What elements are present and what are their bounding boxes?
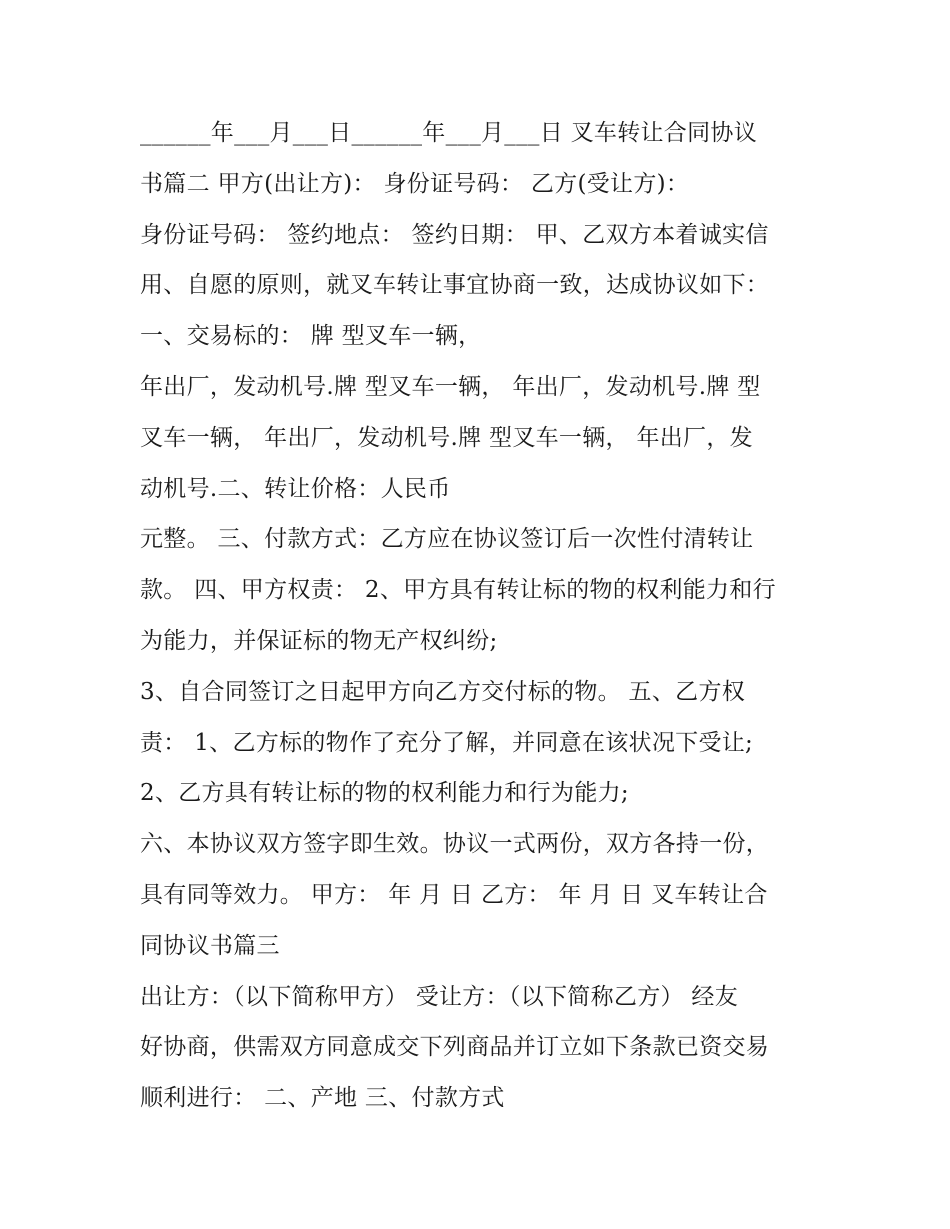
text-line: 动机号.二、转让价格：人民币 [140, 475, 451, 502]
text-line: 好协商，供需双方同意成交下列商品并订立如下条款已资交易 [140, 1034, 770, 1061]
text-line: 责： 1、乙方标的物作了充分了解，并同意在该状况下受让; [140, 729, 754, 756]
text-line: 年出厂，发动机号.牌 型叉车一辆， 年出厂，发动机号.牌 型 [140, 373, 761, 400]
text-line: 款。 四、甲方权责： 2、甲方具有转让标的物的权利能力和行 [140, 577, 776, 604]
text-line: 书篇二 甲方(出让方)： 身份证号码： 乙方(受让方)： [140, 170, 690, 197]
text-line: 一、交易标的： 牌 型叉车一辆， [140, 323, 482, 350]
text-line: 具有同等效力。 甲方： 年 月 日 乙方： 年 月 日 叉车转让合 [140, 881, 768, 908]
contract-text-body [140, 108, 820, 1124]
text-line: 用、自愿的原则，就叉车转让事宜协商一致，达成协议如下： [140, 272, 770, 299]
text-line: 3、自合同签订之日起甲方向乙方交付标的物。 五、乙方权 [140, 678, 746, 705]
text-line: 身份证号码： 签约地点： 签约日期： 甲、乙双方本着诚实信 [140, 221, 769, 248]
text-line: ______年___月___日______年___月___日 叉车转让合同协议 [140, 120, 758, 146]
text-line: 同协议书篇三 [140, 932, 280, 959]
text-line: 叉车一辆， 年出厂，发动机号.牌 型叉车一辆， 年出厂，发 [140, 424, 753, 451]
text-line: 顺利进行： 二、产地 三、付款方式 [140, 1085, 505, 1112]
text-line: 出让方：（以下简称甲方） 受让方：（以下简称乙方） 经友 [140, 983, 739, 1010]
text-line: 为能力，并保证标的物无产权纠纷; [140, 627, 498, 654]
text-line: 元整。 三、付款方式：乙方应在协议签订后一次性付清转让 [140, 526, 754, 553]
text-line: 2、乙方具有转让标的物的权利能力和行为能力; [140, 780, 629, 807]
text-line: 六、本协议双方签字即生效。协议一式两份，双方各持一份， [140, 831, 770, 858]
